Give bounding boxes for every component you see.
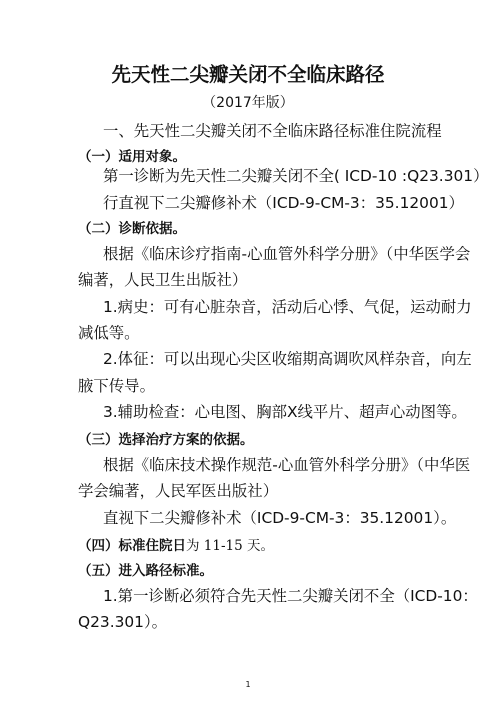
edition-label: （2017年版） (202, 95, 294, 111)
paragraph-line: 第一诊断为先天性二尖瓣关闭不全( ICD-10 :Q23.301） (103, 167, 489, 185)
paragraph-line: 腋下传导。 (78, 377, 155, 395)
paragraph-line: 减低等。 (78, 324, 140, 342)
standard-stay-value: 为 11-15 天。 (186, 538, 275, 554)
paragraph-line: 1.病史：可有心脏杂音，活动后心悸、气促，运动耐力 (103, 298, 472, 316)
paragraph-line: 3.辅助检查：心电图、胸部X线平片、超声心动图等。 (103, 403, 467, 421)
document-title: 先天性二尖瓣关闭不全临床路径 (111, 63, 385, 86)
subheading-diagnosis-basis: （二）诊断依据。 (78, 221, 186, 237)
standard-stay-line (78, 535, 274, 556)
paragraph-line: Q23.301）。 (78, 613, 168, 631)
paragraph-line: 行直视下二尖瓣修补术（ICD-9-CM-3：35.12001） (103, 194, 464, 212)
subheading-treatment-basis: （三）选择治疗方案的依据。 (78, 432, 254, 448)
heading-section-1: 一、先天性二尖瓣关闭不全临床路径标准住院流程 (103, 122, 442, 140)
subheading-applicable-object: （一）适用对象。 (78, 149, 186, 165)
paragraph-line: 根据《临床技术操作规范-心血管外科学分册》（中华医 (103, 456, 471, 474)
subheading-entry-criteria: （五）进入路径标准。 (78, 563, 213, 579)
paragraph-line: 学会编著，人民军医出版社） (78, 482, 279, 500)
paragraph-line: 直视下二尖瓣修补术（ICD-9-CM-3：35.12001）。 (103, 509, 457, 527)
paragraph-line: 1.第一诊断必须符合先天性二尖瓣关闭不全（ICD-10： (103, 587, 478, 605)
subheading-standard-stay: （四）标准住院日 (78, 538, 186, 554)
paragraph-line: 编著，人民卫生出版社） (78, 271, 248, 289)
page-number: 1 (245, 680, 251, 689)
paragraph-line: 根据《临床诊疗指南-心血管外科学分册》（中华医学会 (103, 245, 471, 263)
paragraph-line: 2.体征：可以出现心尖区收缩期高调吹风样杂音，向左 (103, 350, 472, 368)
